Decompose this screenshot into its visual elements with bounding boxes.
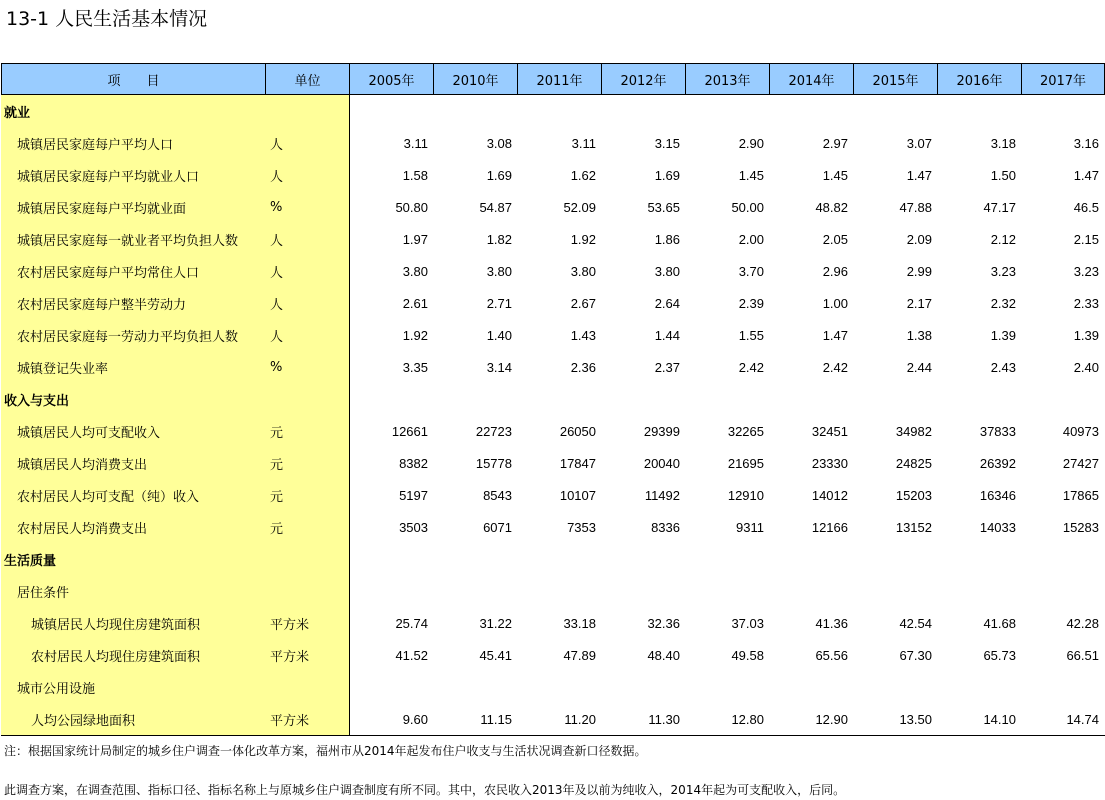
- table-cell: 3.23: [990, 263, 1016, 279]
- row-unit: 平方米: [266, 639, 350, 671]
- row-label: 城镇居民人均消费支出: [1, 447, 266, 479]
- row-unit: [266, 95, 350, 127]
- table-cell: 12166: [811, 519, 848, 535]
- header-year: 2012年: [602, 63, 686, 95]
- table-cell: 40973: [1062, 423, 1099, 439]
- table-cell: 12661: [391, 423, 428, 439]
- table-cell: [602, 671, 686, 703]
- table-cell: 46.5: [1073, 199, 1099, 215]
- table-cell: 31.22: [479, 615, 512, 631]
- table-cell: 12910: [727, 487, 764, 503]
- table-cell: 1.45: [822, 167, 848, 183]
- row-unit: [266, 671, 350, 703]
- table-cell: 50.80: [395, 199, 428, 215]
- table-cell: 53.65: [647, 199, 680, 215]
- table-cell: 1.69: [486, 167, 512, 183]
- table-cell: 1.38: [906, 327, 932, 343]
- table-cell: 2.33: [1073, 295, 1099, 311]
- row-unit: 元: [266, 479, 350, 511]
- header-year: 2014年: [770, 63, 854, 95]
- table-cell: 2.97: [822, 135, 848, 151]
- table-cell: 42.54: [899, 615, 932, 631]
- table-cell: 14033: [979, 519, 1016, 535]
- header-year: 2011年: [518, 63, 602, 95]
- table-cell: 2.09: [906, 231, 932, 247]
- table-cell: [350, 543, 434, 575]
- table-cell: 20040: [643, 455, 680, 471]
- header-unit: 单位: [266, 63, 350, 95]
- row-label: 农村居民人均可支配（纯）收入: [1, 479, 266, 511]
- table-cell: [434, 575, 518, 607]
- table-cell: 2.44: [906, 359, 932, 375]
- table-cell: [938, 543, 1022, 575]
- table-cell: 13.50: [899, 711, 932, 727]
- table-cell: 2.90: [738, 135, 764, 151]
- row-unit: 元: [266, 447, 350, 479]
- row-unit: 人: [266, 223, 350, 255]
- table-cell: 41.52: [395, 647, 428, 663]
- table-cell: [1022, 95, 1105, 127]
- table-cell: 2.99: [906, 263, 932, 279]
- table-cell: [1022, 575, 1105, 607]
- table-cell: 1.43: [570, 327, 596, 343]
- header-year: 2017年: [1022, 63, 1105, 95]
- table-cell: 22723: [475, 423, 512, 439]
- row-label: 农村居民人均消费支出: [1, 511, 266, 543]
- page-title: 13-1 人民生活基本情况: [6, 8, 208, 30]
- table-cell: 1.39: [990, 327, 1016, 343]
- table-cell: 17847: [559, 455, 596, 471]
- table-cell: 42.28: [1066, 615, 1099, 631]
- table-cell: [1022, 383, 1105, 415]
- table-cell: 1.58: [402, 167, 428, 183]
- table-cell: [434, 383, 518, 415]
- table-cell: [938, 383, 1022, 415]
- header-year: 2016年: [938, 63, 1022, 95]
- table-cell: 1.55: [738, 327, 764, 343]
- table-cell: [434, 671, 518, 703]
- table-cell: 47.88: [899, 199, 932, 215]
- table-cell: 2.64: [654, 295, 680, 311]
- table-cell: 2.00: [738, 231, 764, 247]
- table-cell: 8336: [651, 519, 680, 535]
- table-cell: 3.80: [654, 263, 680, 279]
- table-cell: 14.74: [1066, 711, 1099, 727]
- table-cell: 8543: [483, 487, 512, 503]
- table-cell: [686, 95, 770, 127]
- table-cell: 3.35: [402, 359, 428, 375]
- row-unit: 人: [266, 287, 350, 319]
- table-cell: 3.11: [571, 135, 596, 151]
- table-cell: [854, 543, 938, 575]
- table-cell: 3.15: [654, 135, 680, 151]
- subsection-heading: 居住条件: [1, 575, 266, 607]
- row-label: 城镇居民家庭每户平均就业面: [1, 191, 266, 223]
- table-cell: 24825: [895, 455, 932, 471]
- table-cell: [434, 95, 518, 127]
- table-cell: [770, 671, 854, 703]
- table-cell: 2.43: [990, 359, 1016, 375]
- table-cell: 1.86: [654, 231, 680, 247]
- table-cell: 33.18: [563, 615, 596, 631]
- header-year: 2005年: [350, 63, 434, 95]
- table-cell: 2.36: [570, 359, 596, 375]
- row-label: 城镇居民人均可支配收入: [1, 415, 266, 447]
- table-cell: 2.40: [1073, 359, 1099, 375]
- table-cell: 14012: [811, 487, 848, 503]
- table-cell: 1.44: [654, 327, 680, 343]
- table-cell: 29399: [643, 423, 680, 439]
- table-cell: 2.05: [822, 231, 848, 247]
- table-cell: 1.97: [402, 231, 428, 247]
- table-cell: [350, 671, 434, 703]
- row-unit: 平方米: [266, 703, 350, 735]
- table-cell: [686, 383, 770, 415]
- table-cell: 2.12: [990, 231, 1016, 247]
- table-cell: [518, 95, 602, 127]
- table-cell: 1.39: [1073, 327, 1099, 343]
- table-cell: 48.82: [815, 199, 848, 215]
- row-unit: 人: [266, 127, 350, 159]
- row-label: 农村居民家庭每一劳动力平均负担人数: [1, 319, 266, 351]
- row-unit: 人: [266, 319, 350, 351]
- header-year: 2015年: [854, 63, 938, 95]
- row-label: 人均公园绿地面积: [1, 703, 266, 735]
- table-cell: 2.32: [990, 295, 1016, 311]
- table-cell: [854, 383, 938, 415]
- table-cell: 13152: [895, 519, 932, 535]
- table-cell: 11492: [644, 487, 680, 503]
- table-cell: 1.00: [822, 295, 848, 311]
- table-cell: [518, 575, 602, 607]
- table-cell: [686, 575, 770, 607]
- table-cell: 11.30: [648, 711, 680, 727]
- table-cell: 45.41: [479, 647, 512, 663]
- row-label: 农村居民家庭每户平均常住人口: [1, 255, 266, 287]
- table-cell: 65.73: [983, 647, 1016, 663]
- table-cell: 26050: [559, 423, 596, 439]
- table-cell: 12.80: [731, 711, 764, 727]
- table-cell: 16346: [979, 487, 1016, 503]
- table-cell: 2.71: [486, 295, 512, 311]
- row-unit: 元: [266, 511, 350, 543]
- table-cell: 52.09: [563, 199, 596, 215]
- table-cell: 2.37: [654, 359, 680, 375]
- table-cell: [602, 95, 686, 127]
- table-cell: [1022, 543, 1105, 575]
- row-unit: 人: [266, 159, 350, 191]
- row-unit: %: [266, 191, 350, 223]
- table-cell: 49.58: [731, 647, 764, 663]
- table-cell: 1.82: [486, 231, 512, 247]
- table-cell: 25.74: [395, 615, 428, 631]
- table-cell: 9.60: [402, 711, 428, 727]
- row-unit: 平方米: [266, 607, 350, 639]
- table-cell: 7353: [567, 519, 596, 535]
- table-cell: 1.40: [486, 327, 512, 343]
- statistics-table: [1, 63, 1105, 735]
- table-cell: [602, 575, 686, 607]
- row-label: 城镇居民家庭每一就业者平均负担人数: [1, 223, 266, 255]
- row-label: 城镇登记失业率: [1, 351, 266, 383]
- section-heading: 生活质量: [1, 543, 266, 575]
- table-cell: 37833: [979, 423, 1016, 439]
- table-cell: 5197: [399, 487, 428, 503]
- table-cell: 47.89: [563, 647, 596, 663]
- table-cell: [518, 383, 602, 415]
- table-cell: 54.87: [479, 199, 512, 215]
- table-cell: 48.40: [647, 647, 680, 663]
- table-cell: 1.50: [990, 167, 1016, 183]
- table-cell: [518, 543, 602, 575]
- table-cell: 3.14: [486, 359, 512, 375]
- table-cell: 3503: [399, 519, 428, 535]
- section-heading: 就业: [1, 95, 266, 127]
- table-cell: 32265: [727, 423, 764, 439]
- table-cell: [350, 95, 434, 127]
- note-line: 此调查方案，在调查范围、指标口径、指标名称上与原城乡住户调查制度有所不同。其中，农民收入2013年及以前为纯收入，2014年起为可支配收入，后同。: [4, 783, 846, 797]
- row-label: 城镇居民家庭每户平均人口: [1, 127, 266, 159]
- table-cell: 27427: [1062, 455, 1099, 471]
- table-cell: 37.03: [731, 615, 764, 631]
- table-cell: 11.20: [564, 711, 596, 727]
- table-cell: 34982: [895, 423, 932, 439]
- table-cell: 1.62: [570, 167, 596, 183]
- table-cell: 1.47: [822, 327, 848, 343]
- table-cell: 10107: [559, 487, 596, 503]
- table-cell: 15778: [475, 455, 512, 471]
- note-line: 注：根据国家统计局制定的城乡住户调查一体化改革方案，福州市从2014年起发布住户收支与生活状况调查新口径数据。: [4, 744, 647, 758]
- table-cell: 47.17: [983, 199, 1016, 215]
- table-cell: [350, 575, 434, 607]
- table-cell: [938, 95, 1022, 127]
- table-cell: 2.17: [906, 295, 932, 311]
- table-cell: 3.11: [403, 135, 428, 151]
- table-cell: 2.61: [402, 295, 428, 311]
- table-cell: 3.80: [486, 263, 512, 279]
- table-cell: 6071: [483, 519, 512, 535]
- table-cell: [854, 95, 938, 127]
- table-cell: 15283: [1062, 519, 1099, 535]
- table-cell: 3.80: [570, 263, 596, 279]
- table-cell: [1022, 671, 1105, 703]
- table-cell: 1.92: [402, 327, 428, 343]
- table-cell: 3.16: [1073, 135, 1099, 151]
- table-cell: [854, 671, 938, 703]
- table-cell: 3.23: [1073, 263, 1099, 279]
- table-cell: 21695: [727, 455, 764, 471]
- row-label: 农村居民人均现住房建筑面积: [1, 639, 266, 671]
- table-cell: [938, 575, 1022, 607]
- table-cell: 3.08: [486, 135, 512, 151]
- table-cell: 3.80: [402, 263, 428, 279]
- row-unit: [266, 575, 350, 607]
- table-cell: 12.90: [815, 711, 848, 727]
- table-cell: 65.56: [815, 647, 848, 663]
- table-cell: 2.96: [822, 263, 848, 279]
- row-unit: 元: [266, 415, 350, 447]
- table-cell: [602, 383, 686, 415]
- table-cell: [434, 543, 518, 575]
- table-cell: 1.69: [654, 167, 680, 183]
- row-unit: %: [266, 351, 350, 383]
- table-cell: 1.47: [1073, 167, 1099, 183]
- table-cell: 2.42: [822, 359, 848, 375]
- row-unit: [266, 383, 350, 415]
- row-label: 城镇居民人均现住房建筑面积: [1, 607, 266, 639]
- table-cell: 23330: [811, 455, 848, 471]
- header-item: 项 目: [1, 63, 266, 95]
- table-cell: 50.00: [731, 199, 764, 215]
- table-cell: 1.47: [906, 167, 932, 183]
- table-cell: [686, 671, 770, 703]
- section-heading: 收入与支出: [1, 383, 266, 415]
- table-cell: [350, 383, 434, 415]
- table-cell: 15203: [895, 487, 932, 503]
- table-cell: [854, 575, 938, 607]
- row-unit: 人: [266, 255, 350, 287]
- row-unit: [266, 543, 350, 575]
- table-cell: 8382: [399, 455, 428, 471]
- table-cell: [770, 575, 854, 607]
- table-cell: [770, 543, 854, 575]
- header-year: 2013年: [686, 63, 770, 95]
- table-cell: [770, 95, 854, 127]
- table-cell: 1.92: [570, 231, 596, 247]
- table-cell: 2.42: [738, 359, 764, 375]
- table-cell: 32.36: [647, 615, 680, 631]
- table-cell: [686, 543, 770, 575]
- table-cell: 3.70: [738, 263, 764, 279]
- table-cell: [770, 383, 854, 415]
- table-cell: 11.15: [480, 711, 512, 727]
- table-cell: 2.39: [738, 295, 764, 311]
- table-cell: 1.45: [738, 167, 764, 183]
- table-cell: [938, 671, 1022, 703]
- table-cell: 3.18: [990, 135, 1016, 151]
- table-cell: 2.15: [1073, 231, 1099, 247]
- table-bottom-border: [1, 735, 1105, 736]
- table-cell: 32451: [811, 423, 848, 439]
- table-cell: 26392: [979, 455, 1016, 471]
- header-year: 2010年: [434, 63, 518, 95]
- table-cell: 14.10: [983, 711, 1016, 727]
- table-cell: [602, 543, 686, 575]
- table-cell: [518, 671, 602, 703]
- subsection-heading: 城市公用设施: [1, 671, 266, 703]
- row-label: 农村居民家庭每户整半劳动力: [1, 287, 266, 319]
- table-cell: 66.51: [1066, 647, 1099, 663]
- table-cell: 17865: [1062, 487, 1099, 503]
- table-cell: 2.67: [570, 295, 596, 311]
- row-label: 城镇居民家庭每户平均就业人口: [1, 159, 266, 191]
- table-cell: 9311: [736, 519, 764, 535]
- table-cell: 41.68: [983, 615, 1016, 631]
- table-cell: 41.36: [815, 615, 848, 631]
- table-cell: 3.07: [906, 135, 932, 151]
- table-cell: 67.30: [899, 647, 932, 663]
